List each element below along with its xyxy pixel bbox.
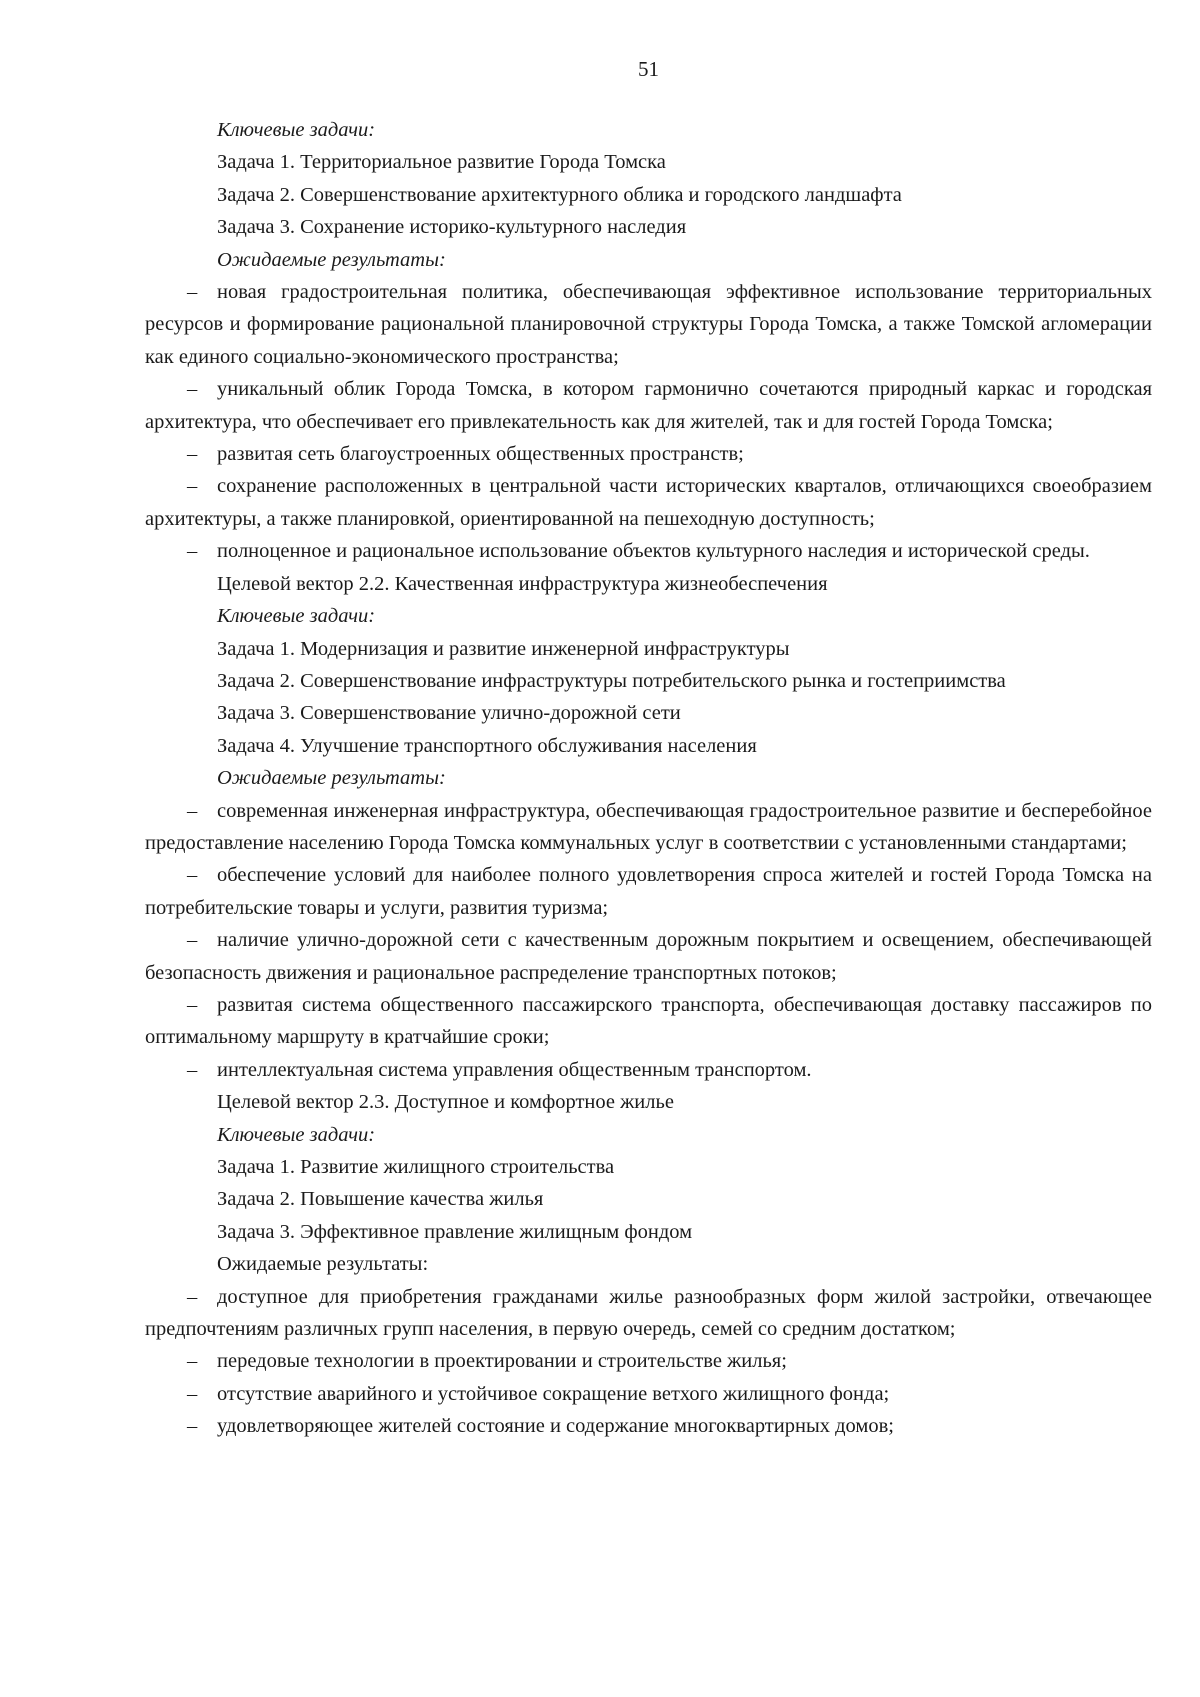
result-item bbox=[145, 795, 1152, 860]
dash-marker: – bbox=[187, 1415, 198, 1438]
dash-marker: – bbox=[187, 1350, 198, 1373]
dash-marker: – bbox=[187, 1058, 198, 1081]
dash-marker: – bbox=[187, 799, 198, 822]
section-heading: Целевой вектор 2.2. Качественная инфраструктура жизнеобеспечения bbox=[217, 572, 828, 595]
result-item bbox=[145, 1345, 1152, 1377]
result-text: сохранение расположенных в центральной части исторических кварталов, отличающихся своеобразием архитектуры, а также планировкой, ориентированной на пешеходную доступность; bbox=[145, 475, 1152, 530]
result-text: полноценное и рациональное использование объектов культурного наследия и исторической среды. bbox=[217, 540, 1090, 563]
tasks-label: Ключевые задачи: bbox=[217, 1123, 376, 1146]
result-item bbox=[145, 535, 1152, 567]
task-item: Задача 3. Сохранение историко-культурного наследия bbox=[217, 216, 687, 239]
result-text: интеллектуальная система управления общественным транспортом. bbox=[217, 1058, 812, 1081]
result-item bbox=[145, 1378, 1152, 1410]
result-item bbox=[145, 470, 1152, 535]
task-item: Задача 2. Совершенствование архитектурного облика и городского ландшафта bbox=[217, 183, 902, 206]
dash-marker: – bbox=[187, 443, 198, 466]
dash-marker: – bbox=[187, 475, 198, 498]
page-number: 51 bbox=[638, 57, 659, 81]
result-item bbox=[145, 1410, 1152, 1442]
result-item bbox=[145, 1281, 1152, 1346]
dash-marker: – bbox=[187, 281, 198, 304]
dash-marker: – bbox=[187, 378, 198, 401]
dash-marker: – bbox=[187, 993, 198, 1016]
result-item bbox=[145, 373, 1152, 438]
result-text: обеспечение условий для наиболее полного удовлетворения спроса жителей и гостей Города Томска на потребительские товары и услуги, развития туризма; bbox=[145, 864, 1152, 919]
task-item: Задача 2. Совершенствование инфраструктуры потребительского рынка и гостеприимства bbox=[217, 669, 1006, 692]
result-item bbox=[145, 989, 1152, 1054]
result-text: доступное для приобретения гражданами жилье разнообразных форм жилой застройки, отвечающее предпочтениям различных групп населения, в первую очередь, семей со средним достатком; bbox=[145, 1285, 1152, 1341]
dash-marker: – bbox=[187, 864, 198, 887]
task-item: Задача 1. Территориальное развитие Города Томска bbox=[217, 151, 666, 174]
result-text: развитая система общественного пассажирского транспорта, обеспечивающая доставку пассажиров по оптимальному маршруту в кратчайшие сроки; bbox=[145, 993, 1152, 1049]
dash-marker: – bbox=[187, 1285, 198, 1308]
results-label: Ожидаемые результаты: bbox=[217, 248, 446, 271]
result-item bbox=[145, 924, 1152, 989]
result-text: современная инженерная инфраструктура, обеспечивающая градостроительное развитие и бесперебойное предоставление населению Города Томска коммунальных услуг в соответствии с установленными стандартами; bbox=[145, 799, 1152, 854]
result-item bbox=[145, 859, 1152, 924]
results-label: Ожидаемые результаты: bbox=[217, 767, 446, 790]
result-text: передовые технологии в проектировании и строительстве жилья; bbox=[217, 1350, 787, 1373]
dash-marker: – bbox=[187, 929, 198, 952]
document-body bbox=[145, 114, 1152, 1443]
task-item: Задача 4. Улучшение транспортного обслуживания населения bbox=[217, 734, 757, 757]
dash-marker: – bbox=[187, 540, 198, 563]
result-text: новая градостроительная политика, обеспечивающая эффективное использование территориальных ресурсов и формирование рациональной планировочной структуры Города Томска, а также Томской агломерации как единого социально-экономического пространства; bbox=[145, 281, 1152, 368]
results-label: Ожидаемые результаты: bbox=[217, 1253, 429, 1276]
result-text: уникальный облик Города Томска, в котором гармонично сочетаются природный каркас и городская архитектура, что обеспечивает его привлекательность как для жителей, так и для гостей Города Томска; bbox=[145, 378, 1152, 433]
result-text: развитая сеть благоустроенных общественных пространств; bbox=[217, 443, 744, 466]
result-item bbox=[145, 276, 1152, 373]
result-item bbox=[145, 1054, 1152, 1086]
dash-marker: – bbox=[187, 1382, 198, 1405]
section-heading: Целевой вектор 2.3. Доступное и комфортное жилье bbox=[217, 1091, 674, 1114]
result-item bbox=[145, 438, 1152, 470]
task-item: Задача 2. Повышение качества жилья bbox=[217, 1188, 544, 1211]
task-item: Задача 1. Развитие жилищного строительства bbox=[217, 1156, 615, 1178]
result-text: отсутствие аварийного и устойчивое сокращение ветхого жилищного фонда; bbox=[217, 1382, 890, 1405]
tasks-label: Ключевые задачи: bbox=[217, 605, 376, 628]
task-item: Задача 3. Совершенствование улично-дорожной сети bbox=[217, 702, 681, 725]
result-text: наличие улично-дорожной сети с качественным дорожным покрытием и освещением, обеспечивающей безопасность движения и рациональное распределение транспортных потоков; bbox=[145, 929, 1152, 984]
result-text: удовлетворяющее жителей состояние и содержание многоквартирных домов; bbox=[217, 1415, 894, 1438]
tasks-label: Ключевые задачи: bbox=[217, 119, 376, 141]
task-item: Задача 3. Эффективное правление жилищным фондом bbox=[217, 1220, 693, 1243]
task-item: Задача 1. Модернизация и развитие инженерной инфраструктуры bbox=[217, 637, 790, 660]
